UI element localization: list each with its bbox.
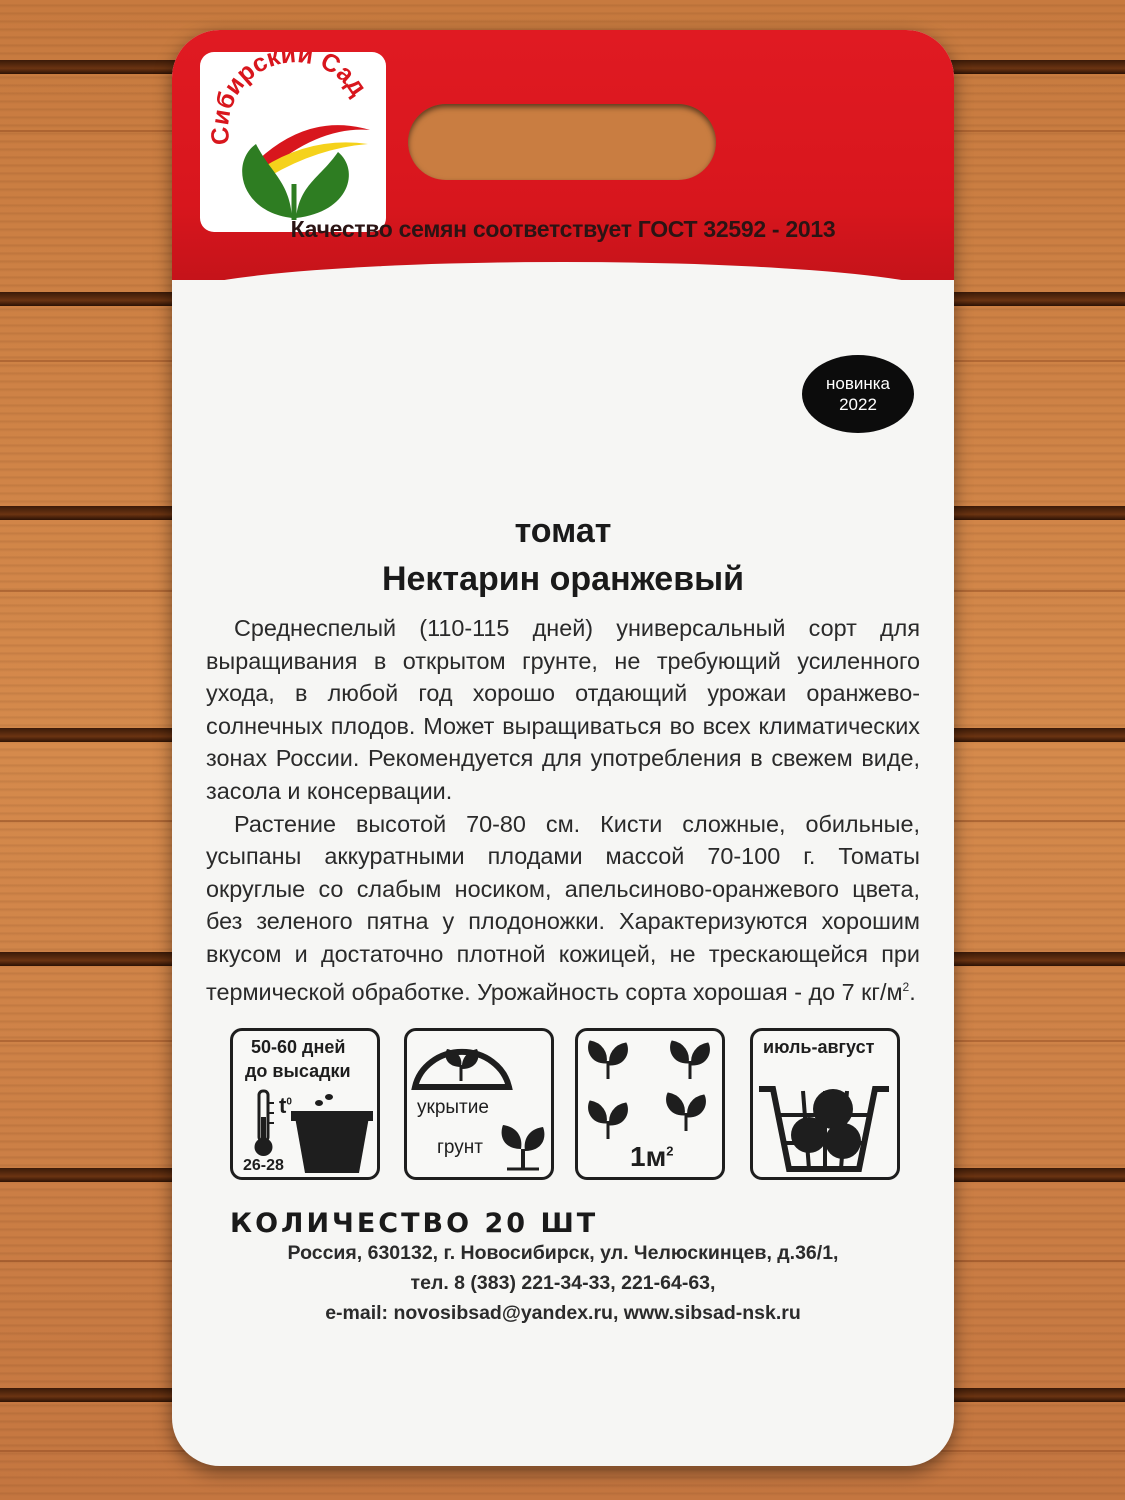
sowing-days: 50-60 дней xyxy=(251,1037,346,1057)
sowing-until: до высадки xyxy=(245,1061,351,1081)
cover-label: укрытие xyxy=(417,1097,489,1118)
density-label: $1м^2$ xyxy=(630,1141,674,1172)
badge-line1: новинка xyxy=(825,374,891,393)
new-2022-badge xyxy=(802,355,914,433)
phone-line: тел. 8 (383) 221-34-33, 221-64-63, xyxy=(410,1272,716,1294)
product-type: томат xyxy=(514,512,612,550)
hang-hole xyxy=(408,104,716,180)
address-line: Россия, 630132, г. Новосибирск, ул. Челюскинцев, д.36/1, xyxy=(287,1242,839,1264)
product-description xyxy=(206,612,920,1008)
harvest-time-icon xyxy=(750,1028,900,1180)
description-p2-sup: 2 xyxy=(902,979,910,994)
temp-label: $t^0$ xyxy=(279,1093,292,1118)
contacts-line: e-mail: novosibsad@yandex.ru, www.sibsad-nsk.ru xyxy=(325,1302,801,1324)
svg-text:Сибирский Сад: Сибирский Сад xyxy=(205,52,373,147)
badge-line2: 2022 xyxy=(839,395,877,414)
ground-label: грунт xyxy=(437,1137,483,1158)
harvest-months: июль-август xyxy=(763,1037,875,1057)
planting-density-icon xyxy=(575,1028,725,1180)
seed-quantity: КОЛИЧЕСТВО 20 ШТ xyxy=(230,1208,599,1239)
description-paragraph-2 xyxy=(206,808,920,1008)
gost-quality-line: Качество семян соответствует ГОСТ 32592 - 2013 xyxy=(290,216,836,242)
description-paragraph-1: Среднеспелый (110-115 дней) универсальный сорт для выращивания в открытом грунте, не требующий усиленного ухода, в любой год хорошо отдающий урожаи оранжево-солнечных плодов. Может выращиваться во всех климатических зонах России. Рекомендуется для употребления в свежем виде, засола и консервации. xyxy=(206,615,920,804)
description-p2-end: . xyxy=(909,978,916,1005)
temp-range: 26-28 xyxy=(243,1157,284,1174)
product-name: Нектарин оранжевый xyxy=(381,560,745,598)
description-p2-text: Растение высотой 70-80 см. Кисти сложные, обильные, усыпаны аккуратными плодами массой 70-100 г. Томаты округлые со слабым носиком, апельсиново-оранжевого цвета, без зеленого пятна у плодоножки. Характеризуются хорошим вкусом и достаточно плотной кожицей, не трескающейся при термической обработке. Урожайность сорта хорошая - до 7 кг/м xyxy=(206,810,920,1005)
planting-cover-icon xyxy=(404,1028,554,1180)
sowing-info-icon xyxy=(230,1028,380,1180)
brand-logo xyxy=(200,52,386,232)
seed-packet xyxy=(172,30,954,1466)
